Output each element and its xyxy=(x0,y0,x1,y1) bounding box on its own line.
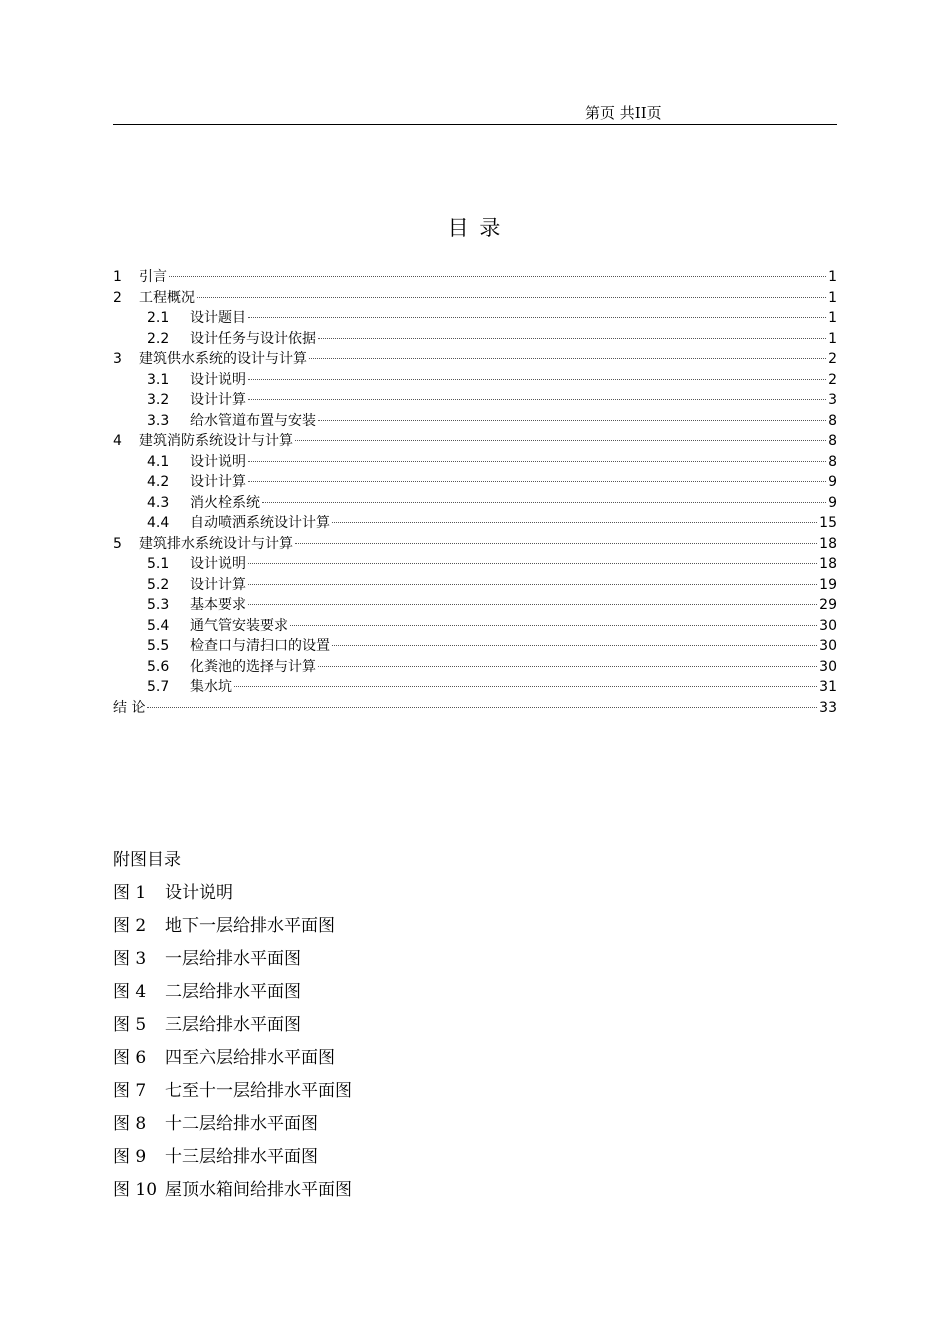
toc-entry-label: 建筑消防系统设计与计算 xyxy=(139,433,293,449)
toc-entry[interactable] xyxy=(113,575,837,596)
toc-entry[interactable] xyxy=(113,431,837,452)
toc-entry-number: 2.1 xyxy=(147,310,170,326)
figure-entry xyxy=(113,879,837,912)
toc-entry-number: 3 xyxy=(113,351,122,367)
toc-entry-page: 9 xyxy=(828,474,837,490)
toc-entry-label: 自动喷洒系统设计计算 xyxy=(190,515,330,531)
toc-leader-dots xyxy=(248,461,826,462)
toc-leader-dots xyxy=(290,625,817,626)
toc-entry-number: 4.3 xyxy=(147,494,170,511)
figure-entry-number: 图 8 xyxy=(113,1114,147,1134)
toc-entry-label: 建筑排水系统设计与计算 xyxy=(139,535,293,552)
toc-entry-page: 1 xyxy=(828,289,837,306)
figure-entry-number: 图 5 xyxy=(113,1015,147,1035)
figure-entry-number: 图 3 xyxy=(113,949,147,969)
toc-entry[interactable] xyxy=(113,452,837,473)
toc-entry-number: 2 xyxy=(113,289,122,306)
figure-entry-label: 十三层给排水平面图 xyxy=(165,1147,318,1167)
figure-entry-label: 二层给排水平面图 xyxy=(165,982,301,1002)
figure-list xyxy=(113,846,837,1209)
figure-entry xyxy=(113,1011,837,1044)
toc-entry-page: 30 xyxy=(819,638,837,654)
toc-entry-label: 检查口与清扫口的设置 xyxy=(190,638,330,654)
figure-entry xyxy=(113,1143,837,1176)
toc-entry-number: 5.7 xyxy=(147,679,170,695)
toc-entry-label: 设计说明 xyxy=(190,556,246,572)
toc-entry-page: 33 xyxy=(819,699,837,716)
toc-entry-page: 18 xyxy=(819,556,837,572)
toc-entry-label: 设计说明 xyxy=(190,453,246,470)
figure-entry-label: 一层给排水平面图 xyxy=(165,949,301,969)
toc-entry[interactable] xyxy=(113,267,837,288)
figure-entry-number: 图 7 xyxy=(113,1081,147,1101)
toc-entry-label: 设计任务与设计依据 xyxy=(190,330,316,347)
table-of-contents xyxy=(113,267,837,718)
toc-entry-number: 2.2 xyxy=(147,330,170,347)
toc-entry[interactable] xyxy=(113,370,837,391)
toc-entry-page: 8 xyxy=(828,453,837,470)
toc-entry[interactable] xyxy=(113,513,837,534)
toc-entry[interactable] xyxy=(113,698,837,719)
toc-entry[interactable] xyxy=(113,308,837,329)
toc-entry-label: 消火栓系统 xyxy=(190,494,260,511)
toc-entry[interactable] xyxy=(113,616,837,637)
toc-title: 目 录 xyxy=(447,216,503,240)
toc-entry[interactable] xyxy=(113,288,837,309)
toc-entry-number: 5.2 xyxy=(147,576,170,593)
toc-entry-number: 5.4 xyxy=(147,617,170,634)
figure-entry xyxy=(113,1176,837,1209)
toc-entry[interactable] xyxy=(113,329,837,350)
figure-entry-number: 图 9 xyxy=(113,1147,147,1167)
toc-leader-dots xyxy=(295,543,817,544)
toc-leader-dots xyxy=(332,645,817,646)
toc-entry[interactable] xyxy=(113,349,837,370)
toc-leader-dots xyxy=(248,604,817,605)
figure-entry xyxy=(113,912,837,945)
toc-entry-page: 31 xyxy=(819,679,837,695)
toc-entry-label: 设计说明 xyxy=(190,371,246,388)
toc-entry[interactable] xyxy=(113,411,837,432)
toc-entry-page: 8 xyxy=(828,433,837,449)
toc-entry-number: 1 xyxy=(113,269,122,285)
figure-entry-label: 三层给排水平面图 xyxy=(165,1015,301,1035)
figure-entry xyxy=(113,1110,837,1143)
toc-entry-label: 设计计算 xyxy=(190,474,246,490)
toc-entry-number: 4.1 xyxy=(147,453,170,470)
toc-leader-dots xyxy=(318,338,826,339)
toc-entry[interactable] xyxy=(113,472,837,493)
toc-entry-number: 3.2 xyxy=(147,392,170,408)
figure-entry-label: 四至六层给排水平面图 xyxy=(165,1048,335,1068)
toc-entry-label: 引言 xyxy=(139,269,167,285)
figure-entry xyxy=(113,1044,837,1077)
toc-leader-dots xyxy=(248,379,826,380)
toc-entry-number: 4 xyxy=(113,433,122,449)
toc-leader-dots xyxy=(332,522,817,523)
toc-entry[interactable] xyxy=(113,595,837,616)
toc-entry-number: 5.6 xyxy=(147,658,170,675)
toc-entry-label: 设计计算 xyxy=(190,392,246,408)
toc-entry-number: 4.2 xyxy=(147,474,170,490)
toc-entry-page: 3 xyxy=(828,392,837,408)
figure-entry-number: 图 10 xyxy=(113,1180,158,1200)
toc-leader-dots xyxy=(197,297,826,298)
toc-entry-label: 建筑供水系统的设计与计算 xyxy=(139,351,307,367)
page-header xyxy=(113,100,837,125)
toc-entry-label: 基本要求 xyxy=(190,597,246,613)
toc-leader-dots xyxy=(248,584,817,585)
toc-entry-number: 3.1 xyxy=(147,371,170,388)
toc-leader-dots xyxy=(248,481,826,482)
figure-entry-number: 图 4 xyxy=(113,982,147,1002)
toc-leader-dots xyxy=(295,440,826,441)
toc-entry-page: 1 xyxy=(828,310,837,326)
toc-entry-number: 5.5 xyxy=(147,638,170,654)
figure-entry-label: 屋顶水箱间给排水平面图 xyxy=(165,1180,352,1200)
toc-entry-page: 2 xyxy=(828,351,837,367)
toc-entry[interactable] xyxy=(113,554,837,575)
toc-entry-label: 设计题目 xyxy=(190,310,246,326)
toc-entry[interactable] xyxy=(113,390,837,411)
toc-entry-label: 工程概况 xyxy=(139,289,195,306)
toc-leader-dots xyxy=(318,420,826,421)
toc-entry-page: 1 xyxy=(828,330,837,347)
toc-leader-dots xyxy=(147,707,817,708)
toc-entry-number: 3.3 xyxy=(147,412,170,429)
toc-entry-number: 5 xyxy=(113,535,122,552)
toc-entry-label: 设计计算 xyxy=(190,576,246,593)
toc-entry-page: 9 xyxy=(828,494,837,511)
toc-entry[interactable] xyxy=(113,677,837,698)
toc-entry-page: 15 xyxy=(819,515,837,531)
toc-entry-label: 给水管道布置与安装 xyxy=(190,412,316,429)
toc-entry[interactable] xyxy=(113,493,837,514)
toc-entry-label: 化粪池的选择与计算 xyxy=(190,658,316,675)
toc-entry[interactable] xyxy=(113,636,837,657)
toc-entry-label: 通气管安装要求 xyxy=(190,617,288,634)
toc-leader-dots xyxy=(318,666,817,667)
figure-entry-number: 图 1 xyxy=(113,883,147,903)
toc-entry-page: 2 xyxy=(828,371,837,388)
toc-entry-number: 5.1 xyxy=(147,556,170,572)
toc-entry-page: 1 xyxy=(828,269,837,285)
header-page-info: 第页 共II页 xyxy=(585,104,662,122)
toc-leader-dots xyxy=(248,317,826,318)
toc-entry-page: 30 xyxy=(819,658,837,675)
toc-entry-page: 8 xyxy=(828,412,837,429)
toc-leader-dots xyxy=(262,502,826,503)
toc-entry-label: 结 论 xyxy=(113,699,146,716)
figure-entry-label: 十二层给排水平面图 xyxy=(165,1114,318,1134)
toc-entry[interactable] xyxy=(113,657,837,678)
figure-entry-number: 图 2 xyxy=(113,916,147,936)
toc-entry-page: 18 xyxy=(819,535,837,552)
figure-entry-label: 设计说明 xyxy=(165,883,233,903)
toc-leader-dots xyxy=(248,399,826,400)
figure-list-title: 附图目录 xyxy=(113,850,181,870)
toc-leader-dots xyxy=(309,358,826,359)
figure-entry xyxy=(113,978,837,1011)
figure-entry xyxy=(113,1077,837,1110)
toc-entry-page: 30 xyxy=(819,617,837,634)
toc-entry-page: 19 xyxy=(819,576,837,593)
figure-entry-number: 图 6 xyxy=(113,1048,147,1068)
figure-entry xyxy=(113,945,837,978)
toc-entry-number: 5.3 xyxy=(147,597,170,613)
toc-leader-dots xyxy=(248,563,817,564)
figure-entry-label: 七至十一层给排水平面图 xyxy=(165,1081,352,1101)
toc-entry-page: 29 xyxy=(819,597,837,613)
toc-entry-number: 4.4 xyxy=(147,515,170,531)
figure-entry-label: 地下一层给排水平面图 xyxy=(165,916,335,936)
toc-entry[interactable] xyxy=(113,534,837,555)
toc-entry-label: 集水坑 xyxy=(190,679,232,695)
toc-leader-dots xyxy=(169,276,826,277)
toc-leader-dots xyxy=(234,686,817,687)
